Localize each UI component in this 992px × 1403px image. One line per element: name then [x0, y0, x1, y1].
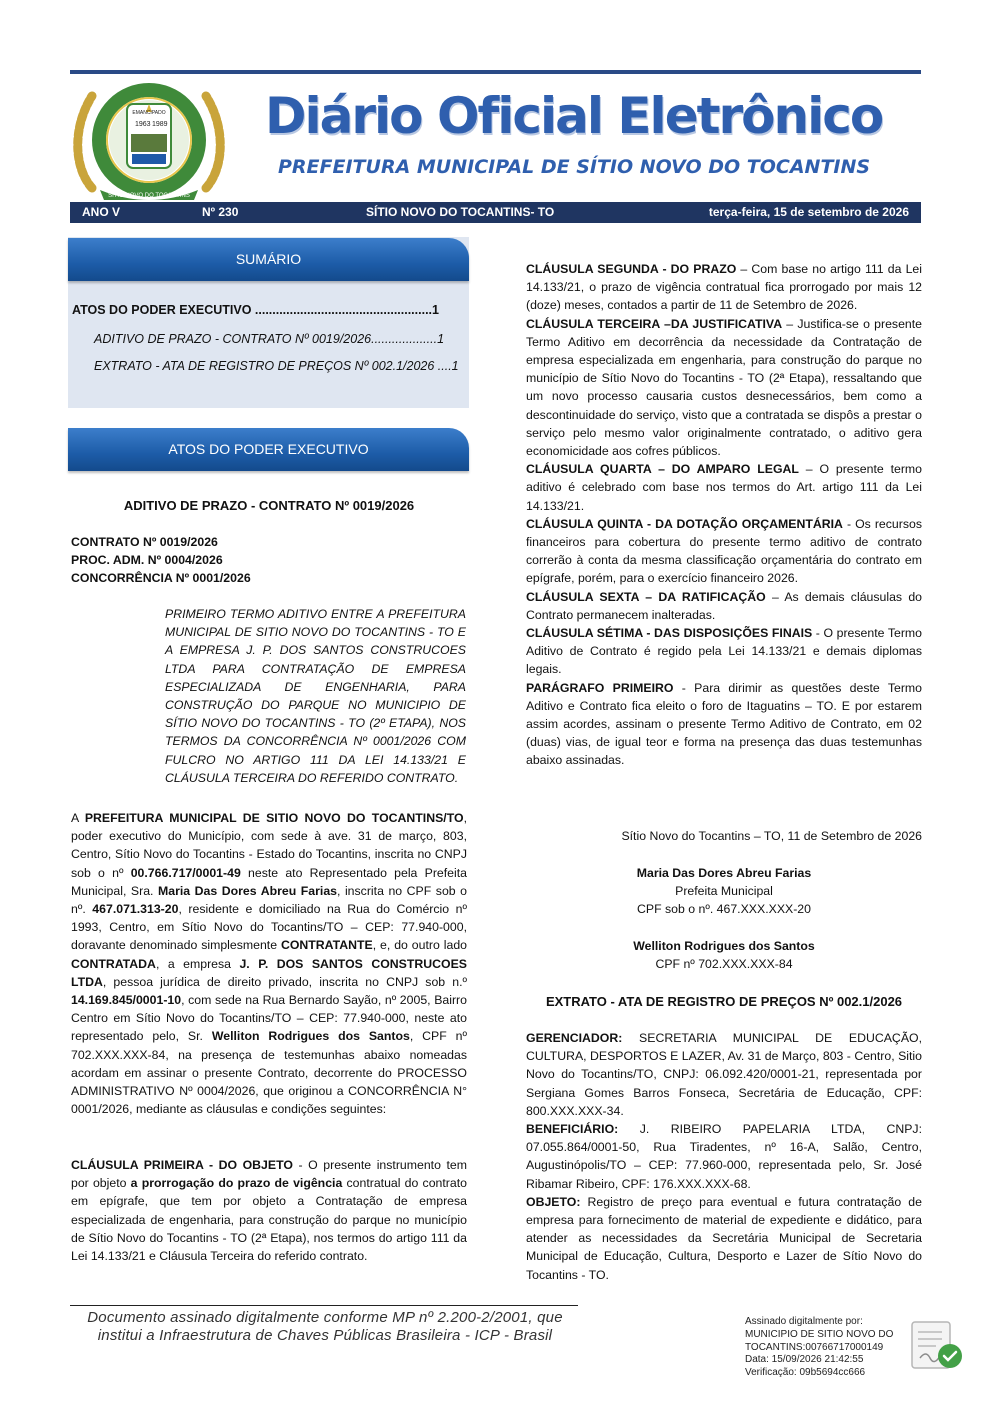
signatory-role: Prefeita Municipal	[675, 884, 773, 899]
edition-date: terça-feira, 15 de setembro de 2026	[708, 205, 909, 219]
clause-fifth: CLÁUSULA QUINTA - DA DOTAÇÃO ORÇAMENTÁRIA - Os recursos financeiros para cobertura do presente termo aditivo de contrato correrão à conta da mesma classificação orçamentária do contrato em epígrafe, porém, para o exercício financeiro 2026.	[526, 516, 922, 586]
clause-fourth: CLÁUSULA QUARTA – DO AMPARO LEGAL – O presente termo aditivo é celebrado com base nos termos do Art. artigo 111 da Lei 14.133/21.	[526, 462, 923, 513]
clause-sixth: CLÁUSULA SEXTA – DA RATIFICAÇÃO – As demais cláusulas do Contrato permanecem inalteradas.	[526, 589, 922, 622]
certificate-icon	[908, 1318, 968, 1374]
process-ref: PROC. ADM. Nº 0004/2026	[71, 553, 223, 568]
clauses-block	[526, 260, 922, 770]
top-rule	[70, 70, 921, 74]
edition-number: Nº 230	[202, 205, 239, 219]
contract-ref: CONTRATO Nº 0019/2026	[71, 535, 218, 549]
beneficiary-entry: BENEFICIÁRIO: J. RIBEIRO PAPELARIA LTDA, CNPJ: 07.055.864/0001-50, Rua Tiradentes, nº 16-A, Salão, Centro, Augustinópolis/TO – CEP: 77.960-000, representada pelo, Sr. José Ribamar Ribeiro, CPF: 176.XXX.XXX-68.	[526, 1122, 922, 1191]
publication-subtitle: PREFEITURA MUNICIPAL DE SÍTIO NOVO DO TOCANTINS	[278, 156, 871, 178]
seal-banner-text: SITIO NOVO DO TOCANTINS	[108, 193, 190, 199]
object-entry: OBJETO: Registro de preço para eventual e futura contratação de empresa para fornecimento de material de expediente e didático, para atender as necessidades da Secretária Municipal de Secretaria Municipal de Educação, Cultura, Desporto e Lazer de Sítio Novo do Tocantins - TO.	[526, 1194, 922, 1282]
edition-info-bar	[70, 202, 921, 223]
toc-item[interactable]: EXTRATO - ATA DE REGISTRO DE PREÇOS Nº 002.1/2026 ....1	[94, 359, 459, 373]
digital-signature-stamp: Assinado digitalmente por: MUNICIPIO DE SITIO NOVO DO TOCANTINS:00766717000149 Data: 15/09/2026 21:42:55 Verificação: 09b5694cc666	[745, 1316, 894, 1379]
edition-year: ANO V	[82, 205, 121, 219]
edition-place: SÍTIO NOVO DO TOCANTINS- TO	[366, 205, 555, 219]
publication-title: Diário Oficial Eletrônico	[265, 87, 883, 145]
signatory-doc: CPF nº 702.XXX.XXX-84	[655, 957, 793, 972]
footer-line: Documento assinado digitalmente conforme MP nº 2.200-2/2001, que	[87, 1309, 563, 1326]
signatory-name: Welliton Rodrigues dos Santos	[633, 939, 815, 953]
clause-second: CLÁUSULA SEGUNDA - DO PRAZO – Com base no artigo 111 da Lei 14.133/21, o prazo de vigência contratual fica prorrogado por mais 12 (doze) meses, contados a partir de 11 de Setembro de 2026.	[526, 262, 922, 313]
extract-body	[526, 1029, 922, 1284]
amendment-summary: PRIMEIRO TERMO ADITIVO ENTRE A PREFEITURA MUNICIPAL DE SITIO NOVO DO TOCANTINS - TO E A EMPRESA J. P. DOS SANTOS CONSTRUCOES LTDA PARA CONTRATAÇÃO DE EMPRESA ESPECIALIZADA DE ENGENHARIA, PARA CONSTRUÇÃO DO PARQUE NO MUNICIPIO DE SÍTIO NOVO DO TOCANTINS - TO (2º ETAPA), NOS TERMOS DA CONCORRÊNCIA Nº 0001/2026 COM FULCRO NO ARTIGO 111 DA LEI 14.133/21 E CLÁUSULA TERCEIRA DO REFERIDO CONTRATO.	[165, 607, 466, 785]
clause-third: CLÁUSULA TERCEIRA –DA JUSTIFICATIVA – Justifica-se o presente Termo Aditivo em decorrência da necessidade da Contratação de empresa especializada em engenharia, para construção do parque no município de Sítio Novo do Tocantins - TO (2ª Etapa), ressaltando que um novo processo causaria custos desnecessários, bem como a descontinuidade do serviço, visto que a contratada se dispôs a prestar o serviço pelo mesmo valor originalmente contratado, o aditivo gera economicidade aos cofres públicos.	[526, 316, 922, 459]
seal-year-right: 1989	[152, 121, 168, 128]
footer-rule	[70, 1305, 578, 1306]
toc-item[interactable]: ADITIVO DE PRAZO - CONTRATO Nº 0019/2026...................1	[94, 332, 445, 346]
paragraph-first: PARÁGRAFO PRIMEIRO - Para dirimir as questões deste Termo Aditivo e Contrato fica eleito o foro de Itaguatins – TO. E por estarem assim acordes, assinam o presente Termo Aditivo de Contrato, em 02 (duas) vias, de igual teor e forma na presença das duas testemunhas abaixo assinadas.	[526, 680, 923, 768]
clause-seventh: CLÁUSULA SÉTIMA - DAS DISPOSIÇÕES FINAIS - O presente Termo Aditivo de Contrato é regido pela Lei 14.133/21 e demais diplomas legais.	[526, 626, 922, 677]
tender-ref: CONCORRÊNCIA Nº 0001/2026	[71, 571, 251, 586]
footer-line: institui a Infraestrutura de Chaves Públicas Brasileira - ICP - Brasil	[97, 1327, 553, 1344]
contract-references	[71, 533, 467, 588]
signatory-doc: CPF sob o nº. 467.XXX.XXX-20	[636, 902, 811, 917]
toc-item[interactable]: ATOS DO PODER EXECUTIVO ...................................................1	[72, 303, 439, 317]
summary-tab: SUMÁRIO	[68, 238, 469, 281]
manager-entry: GERENCIADOR: SECRETARIA MUNICIPAL DE EDUCAÇÃO, CULTURA, DESPORTOS E LAZER, Av. 31 de Março, 803 - Centro, Sitio Novo do Tocantins/TO, CNPJ: 06.092.420/0001-21, representada por Sergiana Gomes Barros Fonseca, Secretária de Educação, CPF: 800.XXX.XXX-34.	[526, 1031, 922, 1118]
place-date: Sítio Novo do Tocantins – TO, 11 de Setembro de 2026	[621, 829, 922, 843]
clause-first: CLÁUSULA PRIMEIRA - DO OBJETO - O presente instrumento tem por objeto a prorrogação do prazo de vigência contratual do contrato em epígrafe, que tem por objeto a Contratação de empresa especializada de engenharia, para construção do parque no município de Sítio Novo do Tocantins - TO (2ª Etapa), nos termos do artigo 111 da Lei 14.133/21 e Cláusula Terceira do referido contrato.	[71, 1158, 467, 1264]
signatory-contractor	[526, 937, 922, 973]
executive-acts-tab: ATOS DO PODER EXECUTIVO	[68, 428, 469, 471]
seal-motto: EMANCIPADO	[132, 110, 166, 116]
municipal-seal-logo	[70, 78, 228, 200]
signatory-name: Maria Das Dores Abreu Farias	[636, 866, 812, 880]
amendment-heading-text: ADITIVO DE PRAZO - CONTRATO Nº 0019/2026	[123, 498, 415, 513]
extract-heading: EXTRATO - ATA DE REGISTRO DE PREÇOS Nº 002.1/2026	[545, 994, 903, 1009]
preamble-paragraph: A PREFEITURA MUNICIPAL DE SITIO NOVO DO TOCANTINS/TO, poder executivo do Município, com sede à ave. 31 de março, 803, Centro, Sítio Novo do Tocantins - Estado do Tocantins, inscrita no CNPJ sob o nº 00.766.717/0001-49 neste ato Representado pela Prefeita Municipal, Sra. Maria Das Dores Abreu Farias, inscrita no CPF sob o nº. 467.071.313-20, residente e domiciliado na Rua do Comércio nº 1993, Centro, em Sítio Novo do Tocantins/TO – CEP: 77.940-000, doravante denominado simplesmente CONTRATANTE, e, do outro lado CONTRATADA, a empresa J. P. DOS SANTOS CONSTRUCOES LTDA, pessoa jurídica de direito privado, inscrita no CNPJ sob n.º 14.169.845/0001-10, com sede na Rua Bernardo Sayão, nº 2005, Bairro Centro em Sítio Novo do Tocantins/TO – CEP: 77.940-000, neste ato representado pelo, Sr. Welliton Rodrigues dos Santos, CPF nº 702.XXX.XXX-84, na presença de testemunhas abaixo nomeadas acordam em assinar o presente Contrato, decorrente do PROCESSO ADMINISTRATIVO Nº 0004/2026, que originou a CONCORRÊNCIA N° 0001/2026, mediante as cláusulas e condições seguintes:	[71, 811, 468, 1117]
amendment-heading	[71, 497, 467, 515]
signatory-mayor	[526, 864, 922, 919]
seal-year-left: 1963	[135, 121, 151, 128]
footer-legal-note	[70, 1309, 580, 1345]
